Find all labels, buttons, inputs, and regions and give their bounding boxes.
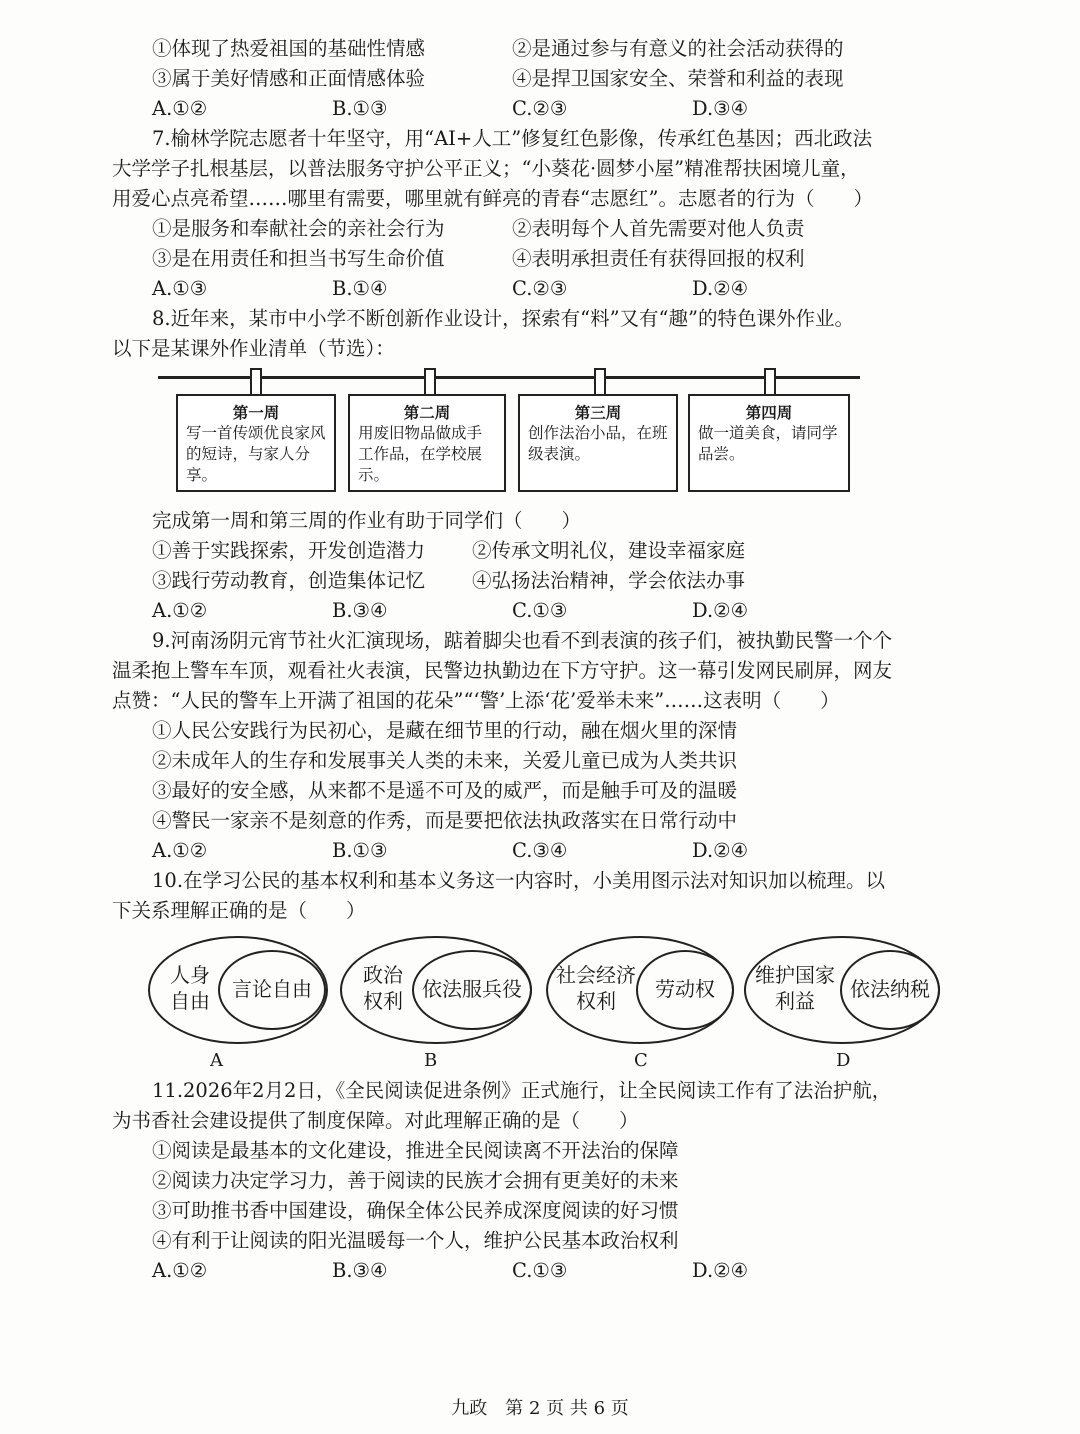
q8-question: 完成第一周和第三周的作业有助于同学们（ ） — [152, 509, 582, 532]
q9-choices — [0, 836, 1080, 866]
note-body: 写一首传颂优良家风的短诗，与家人分享。 — [186, 424, 326, 484]
q8-choice-b: B.③④ — [332, 599, 388, 622]
q11-choices — [0, 1256, 1080, 1286]
venn-inner-label: 劳动权 — [655, 977, 715, 1001]
homework-note-week4 — [688, 394, 850, 492]
q9-choice-b: B.①③ — [332, 839, 388, 862]
q6-choice-c: C.②③ — [512, 97, 568, 120]
q6-choice-a: A.①② — [152, 97, 208, 120]
q7-option-1: ①是服务和奉献社会的亲社会行为 — [152, 217, 445, 240]
q7-option-3: ③是在用责任和担当书写生命价值 — [152, 247, 445, 270]
q11-option-2: ②阅读力决定学习力，善于阅读的民族才会拥有更美好的未来 — [152, 1169, 679, 1192]
q9-stem-line1: 9.河南汤阴元宵节社火汇演现场，踮着脚尖也看不到表演的孩子们，被执勤民警一个个 — [152, 629, 893, 652]
q9-option-1: ①人民公安践行为民初心，是藏在细节里的行动，融在烟火里的深情 — [152, 719, 738, 742]
note-body: 用废旧物品做成手工作品，在学校展示。 — [358, 424, 483, 484]
q11-choice-c: C.①③ — [512, 1259, 568, 1282]
q8-option-2: ②传承文明礼仪，建设幸福家庭 — [472, 539, 746, 562]
q6-option-4: ④是捍卫国家安全、荣誉和利益的表现 — [512, 67, 844, 90]
q11-option-3: ③可助推书香中国建设，确保全体公民养成深度阅读的好习惯 — [152, 1199, 679, 1222]
q8-choice-c: C.①③ — [512, 599, 568, 622]
q9-option-4: ④警民一家亲不是刻意的作秀，而是要把依法执政落实在日常行动中 — [152, 809, 738, 832]
note-body: 创作法治小品，在班级表演。 — [528, 424, 668, 463]
q8-options-row1 — [0, 536, 1080, 566]
homework-note-week3 — [518, 394, 678, 492]
diagram-label: A — [210, 1050, 223, 1071]
venn-outer-label: 社会经济 权利 — [556, 963, 636, 1013]
q6-choices — [0, 94, 1080, 124]
q11-stem-line2: 为书香社会建设提供了制度保障。对此理解正确的是（ ） — [112, 1109, 639, 1132]
note-title: 第二周 — [403, 403, 451, 422]
q7-stem-line1: 7.榆林学院志愿者十年坚守，用“AI+人工”修复红色影像，传承红色基因；西北政法 — [152, 127, 873, 150]
homework-clothesline — [158, 376, 860, 379]
q9-stem-line3: 点赞：“人民的警车上开满了祖国的花朵”“‘警’上添‘花’爱举未来”……这表明（ ） — [112, 689, 840, 712]
page-footer: 九政 第 2 页 共 6 页 — [451, 1398, 629, 1419]
q8-options-row2 — [0, 566, 1080, 596]
q10-stem-line2: 下关系理解正确的是（ ） — [112, 899, 366, 922]
note-title: 第三周 — [574, 403, 622, 422]
q7-option-4: ④表明承担责任有获得回报的权利 — [512, 247, 805, 270]
q8-choices — [0, 596, 1080, 626]
q8-option-4: ④弘扬法治精神，学会依法办事 — [472, 569, 746, 592]
q6-option-2: ②是通过参与有意义的社会活动获得的 — [512, 37, 844, 60]
q6-option-1: ①体现了热爱祖国的基础性情感 — [152, 37, 426, 60]
q9-stem-line2: 温柔抱上警车车顶，观看社火表演，民警边执勤边在下方守护。这一幕引发网民刷屏，网友 — [112, 659, 893, 682]
q9-option-3: ③最好的安全感，从来都不是遥不可及的威严，而是触手可及的温暖 — [152, 779, 738, 802]
diagram-label: C — [634, 1050, 648, 1071]
q6-choice-b: B.①③ — [332, 97, 388, 120]
q8-option-3: ③践行劳动教育，创造集体记忆 — [152, 569, 426, 592]
q7-choice-a: A.①③ — [152, 277, 208, 300]
q7-choice-c: C.②③ — [512, 277, 568, 300]
q11-choice-a: A.①② — [152, 1259, 208, 1282]
q8-stem-line1: 8.近年来，某市中小学不断创新作业设计，探索有“料”又有“趣”的特色课外作业。 — [152, 307, 854, 330]
q9-choice-d: D.②④ — [692, 839, 749, 862]
q7-option-2: ②表明每个人首先需要对他人负责 — [512, 217, 805, 240]
homework-note-week1 — [176, 394, 336, 492]
note-body: 做一道美食，请同学品尝。 — [698, 424, 838, 463]
q6-options-row1 — [0, 34, 1080, 64]
diagram-label: D — [836, 1050, 851, 1071]
note-title: 第一周 — [232, 403, 280, 422]
q11-stem-line1: 11.2026年2月2日，《全民阅读促进条例》正式施行，让全民阅读工作有了法治护航， — [152, 1079, 892, 1102]
q9-option-2: ②未成年人的生存和发展事关人类的未来，关爱儿童已成为人类共识 — [152, 749, 738, 772]
q6-option-3: ③属于美好情感和正面情感体验 — [152, 67, 426, 90]
venn-inner-label: 依法服兵役 — [422, 977, 522, 1001]
q11-option-4: ④有利于让阅读的阳光温暖每一个人，维护公民基本政治权利 — [152, 1229, 679, 1252]
q7-choices — [0, 274, 1080, 304]
diagram-label: B — [424, 1050, 438, 1071]
q11-choice-b: B.③④ — [332, 1259, 388, 1282]
venn-outer-label: 政治 权利 — [363, 963, 403, 1013]
note-title: 第四周 — [745, 403, 793, 422]
q7-choice-d: D.②④ — [692, 277, 749, 300]
homework-note-week2 — [348, 394, 506, 492]
q11-choice-d: D.②④ — [692, 1259, 749, 1282]
q8-stem-line2: 以下是某课外作业清单（节选）： — [112, 337, 395, 360]
q8-option-1: ①善于实践探索，开发创造潜力 — [152, 539, 426, 562]
venn-outer-label: 人身 自由 — [170, 963, 210, 1013]
q7-choice-b: B.①④ — [332, 277, 388, 300]
venn-inner-label: 依法纳税 — [850, 977, 930, 1001]
q8-choice-a: A.①② — [152, 599, 208, 622]
q9-choice-c: C.③④ — [512, 839, 568, 862]
q7-stem-line3: 用爱心点亮希望……哪里有需要，哪里就有鲜亮的青春“志愿红”。志愿者的行为（ ） — [112, 187, 873, 210]
venn-outer-label: 维护国家 利益 — [755, 963, 835, 1013]
q7-stem-line2: 大学学子扎根基层，以普法服务守护公平正义；“小葵花·圆梦小屋”精准帮扶困境儿童， — [112, 157, 860, 180]
q6-choice-d: D.③④ — [692, 97, 749, 120]
venn-inner-label: 言论自由 — [232, 977, 312, 1001]
q9-choice-a: A.①② — [152, 839, 208, 862]
q6-options-row2 — [0, 64, 1080, 94]
q11-option-1: ①阅读是最基本的文化建设，推进全民阅读离不开法治的保障 — [152, 1139, 679, 1162]
q8-choice-d: D.②④ — [692, 599, 749, 622]
q10-stem-line1: 10.在学习公民的基本权利和基本义务这一内容时，小美用图示法对知识加以梳理。以 — [152, 869, 886, 892]
q7-options-row2 — [0, 244, 1080, 274]
q7-options-row1 — [0, 214, 1080, 244]
